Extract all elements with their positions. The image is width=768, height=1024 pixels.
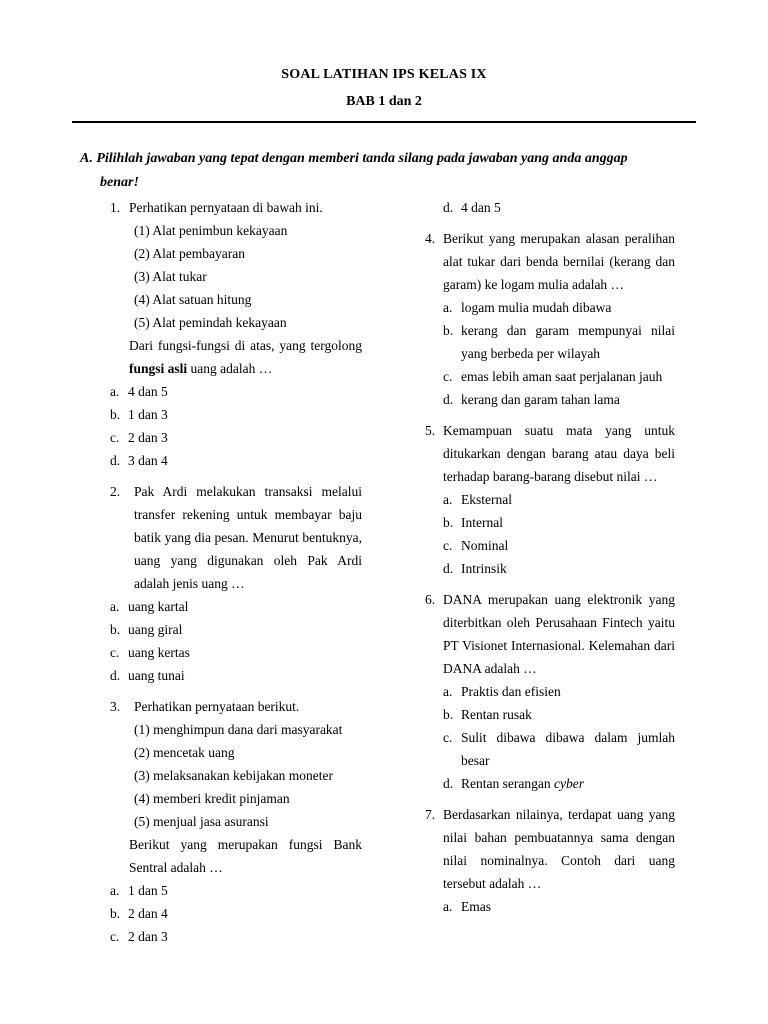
option-a[interactable]: a. Praktis dan efisien (443, 684, 561, 699)
option-d[interactable]: d. Rentan serangan cyber (443, 776, 584, 791)
question-text: DANA merupakan uang elektronik yang diterbitkan oleh Perusahaan Fintech yaitu PT Visionet Internasional. Kelemahan dari DANA adalah … (443, 592, 675, 676)
page-subtitle: BAB 1 dan 2 (346, 94, 422, 109)
option-c[interactable]: c. Sulit dibawa dibawa dalam jumlah besar (443, 730, 675, 768)
question-3 (110, 695, 362, 948)
option-b[interactable]: b. Internal (443, 515, 503, 530)
page-title: SOAL LATIHAN IPS KELAS IX (281, 67, 487, 82)
section-instruction (80, 147, 698, 195)
option-b[interactable]: b. uang giral (110, 622, 183, 637)
question-stem: Berikut yang merupakan fungsi Bank Sentral adalah … (129, 837, 362, 875)
question-text: Berdasarkan nilainya, terdapat uang yang nilai bahan pembuatannya sama dengan nilai nominalnya. Contoh dari uang tersebut adalah … (443, 807, 675, 891)
header-divider (72, 121, 696, 123)
statement-item: (3) Alat tukar (134, 269, 207, 284)
statement-item: (5) Alat pemindah kekayaan (134, 315, 287, 330)
option-a[interactable]: a. uang kartal (110, 599, 189, 614)
question-3-continued (425, 196, 675, 219)
option-c[interactable]: c. Nominal (443, 538, 509, 553)
question-7 (425, 803, 675, 918)
question-number: 5. (425, 423, 436, 438)
statement-item: (1) menghimpun dana dari masyarakat (134, 722, 343, 737)
question-text: Pak Ardi melakukan transaksi melalui transfer rekening untuk membayar baju batik yang dia pesan. Menurut bentuknya, uang yang digunakan oleh Pak Ardi adalah jenis uang … (134, 484, 362, 591)
left-column (110, 196, 362, 956)
question-stem: Dari fungsi-fungsi di atas, yang tergolong fungsi asli uang adalah … (129, 338, 362, 376)
option-a[interactable]: a. 1 dan 5 (110, 883, 168, 898)
option-d[interactable]: d. uang tunai (110, 668, 185, 683)
instruction-line-1: A. Pilihlah jawaban yang tepat dengan memberi tanda silang pada jawaban yang anda anggap (80, 151, 628, 166)
emphasis-text: fungsi asli (129, 361, 188, 376)
option-c[interactable]: c. 2 dan 3 (110, 430, 168, 445)
question-text: Berikut yang merupakan alasan peralihan alat tukar dari benda bernilai (kerang dan garam) ke logam mulia adalah … (443, 231, 675, 292)
question-5 (425, 419, 675, 580)
question-number: 6. (425, 592, 436, 607)
statement-item: (4) Alat satuan hitung (134, 292, 252, 307)
option-c[interactable]: c. uang kertas (110, 645, 190, 660)
italic-term: cyber (553, 776, 584, 791)
statement-item: (2) mencetak uang (134, 745, 235, 760)
option-a[interactable]: a. Eksternal (443, 492, 512, 507)
option-b[interactable]: b. kerang dan garam mempunyai nilai yang berbeda per wilayah (443, 323, 675, 361)
question-4 (425, 227, 675, 411)
right-column (425, 196, 675, 926)
option-d[interactable]: d. Intrinsik (443, 561, 507, 576)
option-a[interactable]: a. Emas (443, 899, 491, 914)
instruction-line-2: benar! (100, 175, 139, 190)
question-number: 2. (110, 484, 121, 499)
question-text: Perhatikan pernyataan berikut. (134, 699, 300, 714)
option-b[interactable]: b. Rentan rusak (443, 707, 532, 722)
statement-item: (1) Alat penimbun kekayaan (134, 223, 288, 238)
option-a[interactable]: a. 4 dan 5 (110, 384, 168, 399)
statement-item: (3) melaksanakan kebijakan moneter (134, 768, 334, 783)
option-c[interactable]: c. 2 dan 3 (110, 929, 168, 944)
question-6 (425, 588, 675, 795)
option-b[interactable]: b. 1 dan 3 (110, 407, 168, 422)
option-d[interactable]: d. kerang dan garam tahan lama (443, 392, 620, 407)
option-a[interactable]: a. logam mulia mudah dibawa (443, 300, 612, 315)
option-b[interactable]: b. 2 dan 4 (110, 906, 168, 921)
question-number: 4. (425, 231, 436, 246)
question-number: 3. (110, 699, 121, 714)
question-text: Kemampuan suatu mata yang untuk ditukarkan dengan barang atau daya beli terhadap barang-barang disebut nilai … (443, 423, 675, 484)
question-2 (110, 480, 362, 687)
question-text: Perhatikan pernyataan di bawah ini. (129, 200, 323, 215)
question-1 (110, 196, 362, 472)
question-number: 1. (110, 200, 121, 215)
statement-item: (5) menjual jasa asuransi (134, 814, 269, 829)
option-d[interactable]: d. 3 dan 4 (110, 453, 168, 468)
option-c[interactable]: c. emas lebih aman saat perjalanan jauh (443, 369, 663, 384)
statement-item: (2) Alat pembayaran (134, 246, 245, 261)
option-d[interactable]: d. 4 dan 5 (443, 200, 501, 215)
question-number: 7. (425, 807, 436, 822)
statement-item: (4) memberi kredit pinjaman (134, 791, 290, 806)
